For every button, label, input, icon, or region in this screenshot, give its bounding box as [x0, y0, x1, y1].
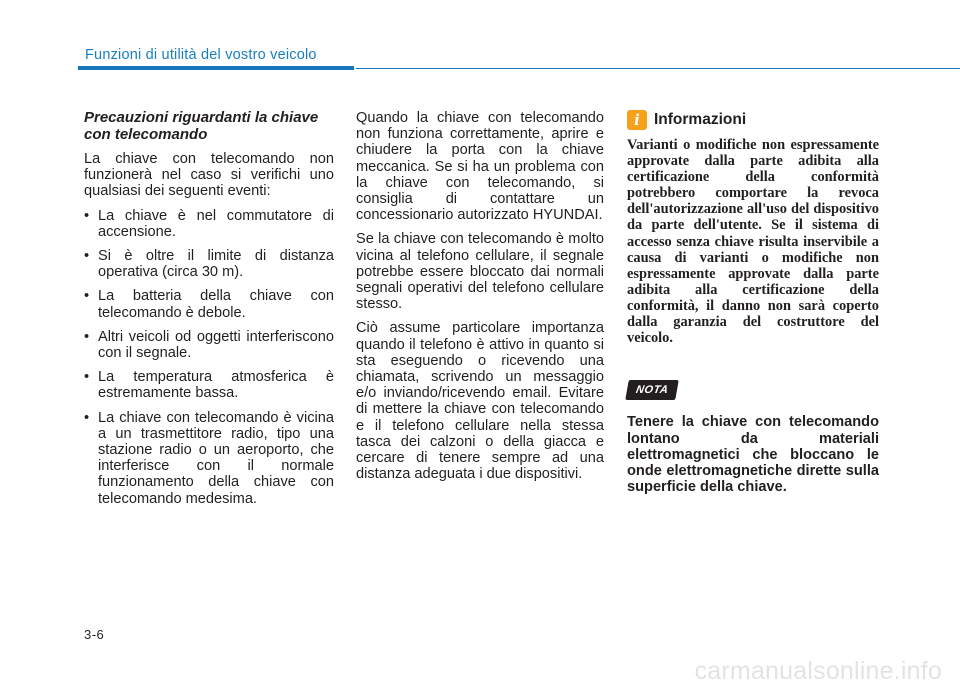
list-item: • La chiave con telecomando è vicina a un trasmettitore radio, tipo una stazione radio o un aeroporto, che interferisce con il normale funzionamento della chiave con telecomando medesima. [84, 410, 334, 507]
header-rule-thick [78, 66, 354, 70]
nota-badge: NOTA [625, 380, 679, 400]
info-icon: i [627, 110, 647, 130]
list-item: • Si è oltre il limite di distanza operativa (circa 30 m). [84, 248, 334, 280]
nota-body: Tenere la chiave con telecomando lontano da materiali elettromagnetici che bloccano le onde elettromagnetiche dirette sulla superficie della chiave. [627, 414, 879, 496]
column-right [627, 110, 879, 503]
column-left [84, 110, 334, 515]
list-item: • Altri veicoli od oggetti interferiscono con il segnale. [84, 329, 334, 361]
list-item: • La temperatura atmosferica è estremamente bassa. [84, 369, 334, 401]
paragraph: Quando la chiave con telecomando non funziona correttamente, aprire e chiudere la porta con la chiave meccanica. Se si ha un problema con la chiave con telecomando, si consiglia di contattare un concessionario autorizzato HYUNDAI. [356, 110, 604, 224]
info-title: Informazioni [654, 110, 747, 128]
watermark: carmanualsonline.info [694, 657, 942, 685]
paragraph: Se la chiave con telecomando è molto vicina al telefono cellulare, il segnale potrebbe essere bloccato dai normali segnali operativi del telefono cellulare stesso. [356, 231, 604, 313]
header-rule-thin [356, 68, 960, 70]
intro-paragraph: La chiave con telecomando non funzionerà nel caso si verifichi uno qualsiasi dei seguenti eventi: [84, 151, 334, 200]
info-body: Varianti o modifiche non espressamente approvate dalla parte adibita alla certificazione della conformità potrebbero comportare la revoca dell'autorizzazione all'uso del dispositivo da parte dell'utente. Se il sistema di accesso senza chiave risulta inservibile a causa di varianti o modifiche non espressamente approvate dalla parte adibita alla certificazione della conformità, il danno non sarà coperto dalla garanzia del costruttore del veicolo. [627, 137, 879, 347]
list-item: • La chiave è nel commutatore di accensione. [84, 208, 334, 240]
info-header [627, 110, 879, 130]
column-middle [356, 110, 604, 490]
section-heading: Precauzioni riguardanti la chiave con telecomando [84, 109, 319, 143]
list-item: • La batteria della chiave con telecomando è debole. [84, 288, 334, 320]
section-header-title: Funzioni di utilità del vostro veicolo [85, 47, 317, 63]
paragraph: Ciò assume particolare importanza quando il telefono è attivo in quanto si sta eseguendo o ricevendo una chiamata, scrivendo un messaggio e/o inviando/ricevendo email. Evitare di mettere la chiave con telecomando e il telefono cellulare nella stessa tasca dei calzoni o della giacca e cercare di tenere sempre ad una distanza adeguata i due dispositivi. [356, 320, 604, 483]
page-number: 3-6 [84, 627, 105, 642]
conditions-list [84, 208, 334, 507]
